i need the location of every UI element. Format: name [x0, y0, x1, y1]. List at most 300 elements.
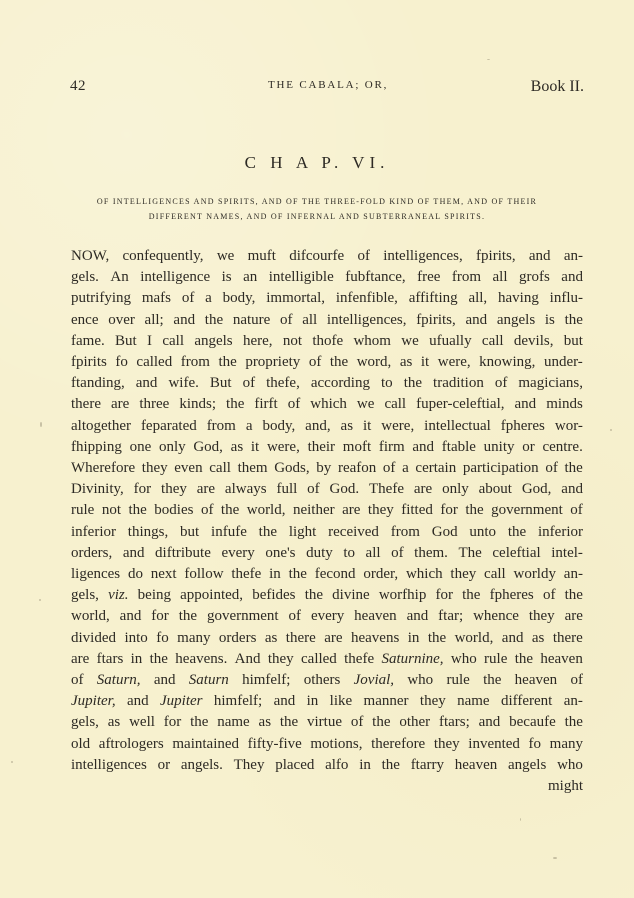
word: ftars;	[438, 714, 470, 731]
word: angels.	[180, 756, 223, 773]
word-italic: Saturn	[188, 672, 229, 689]
word: the	[288, 566, 307, 583]
word: unity	[483, 438, 515, 455]
word: heavens	[350, 629, 400, 646]
body-line	[71, 712, 583, 733]
scan-mark	[40, 422, 42, 427]
word: and	[514, 396, 537, 413]
word: different	[500, 693, 553, 710]
chapter-subtitle-line-1: OF INTELLIGENCES AND SPIRITS, AND OF THE THREE-FOLD KIND OF THEM, AND OF THEIR	[96, 197, 538, 206]
word: one's	[265, 544, 296, 561]
word: gels.	[71, 269, 99, 286]
word: participation	[462, 460, 539, 477]
word: called	[136, 354, 173, 371]
word: ftars	[96, 650, 124, 667]
word: putrifying	[71, 290, 131, 307]
word: difcourfe	[289, 248, 345, 264]
word: they	[161, 481, 187, 498]
word: angels	[496, 311, 536, 328]
word: Gods,	[274, 460, 310, 477]
body-line	[71, 543, 583, 564]
word: body,	[262, 417, 296, 434]
page-header	[70, 78, 584, 98]
word: certain	[415, 460, 457, 477]
word: by	[316, 460, 332, 477]
body-line	[71, 734, 583, 755]
word: befides	[252, 587, 296, 604]
word: called	[301, 650, 337, 667]
word: heavens.	[175, 650, 228, 667]
word: about	[478, 481, 512, 498]
word: it	[250, 438, 260, 455]
word: from	[451, 269, 482, 286]
word: but	[180, 523, 200, 540]
word: of	[242, 375, 256, 392]
word: in	[359, 756, 371, 773]
word: and	[528, 248, 551, 264]
word: but	[563, 332, 583, 349]
word: fo	[156, 629, 169, 646]
word: who	[407, 672, 434, 689]
word: the	[514, 650, 534, 667]
word: fubftance,	[345, 269, 406, 286]
body-line	[71, 649, 583, 670]
word: to	[343, 544, 355, 561]
word: the	[204, 311, 224, 328]
word: received	[328, 523, 379, 540]
word: as	[531, 629, 545, 646]
word: of	[350, 714, 364, 731]
word: they	[367, 502, 394, 519]
word: the	[483, 672, 502, 689]
word: them.	[414, 544, 448, 561]
word: kinds;	[179, 396, 217, 413]
word: all,	[468, 290, 488, 307]
running-title: THE CABALA; OR,	[268, 79, 389, 91]
word: even	[174, 460, 203, 477]
word: of	[71, 672, 84, 689]
word: like	[329, 693, 353, 710]
word: next	[150, 566, 177, 583]
body-line	[71, 310, 583, 331]
word: fpirits	[71, 354, 107, 371]
word: himfelf;	[213, 693, 263, 710]
word: fitted	[401, 502, 433, 519]
word: thofe	[312, 332, 344, 349]
word: and	[465, 311, 488, 328]
word: there	[552, 629, 583, 646]
word: and	[153, 672, 176, 689]
word: and	[412, 438, 435, 455]
word: heaven	[454, 756, 498, 773]
word: an-	[563, 248, 583, 264]
body-line	[71, 628, 583, 649]
word: diftribute	[155, 544, 211, 561]
body-line	[71, 331, 583, 352]
scan-mark	[520, 818, 521, 821]
word: their	[307, 438, 336, 455]
word: are	[111, 396, 130, 413]
word: for	[133, 481, 152, 498]
word: God,	[193, 438, 223, 455]
word: being	[137, 587, 171, 604]
word: fo	[528, 735, 542, 752]
word: the	[226, 396, 245, 413]
word: firft	[254, 396, 278, 413]
word: from	[390, 523, 420, 540]
word: NOW,	[71, 248, 110, 264]
body-line	[71, 416, 583, 437]
word: and	[273, 693, 296, 710]
word: fhipping	[71, 438, 122, 455]
word: other	[399, 714, 431, 731]
word: fpheres	[489, 587, 534, 604]
word: fifty-five	[247, 735, 302, 752]
body-line	[71, 670, 583, 691]
word: only	[158, 438, 186, 455]
word: they	[419, 693, 446, 710]
word: And	[234, 650, 261, 667]
body-line	[71, 691, 583, 712]
word: are	[564, 608, 583, 625]
word: of	[307, 481, 320, 498]
catchword-line	[71, 776, 583, 797]
word: the	[258, 523, 277, 540]
word: others	[303, 672, 341, 689]
word: intel-	[551, 544, 583, 561]
word: of	[382, 460, 396, 477]
word: for	[163, 714, 182, 731]
word: An	[110, 269, 129, 286]
body-line	[71, 373, 583, 394]
word: are	[196, 481, 216, 498]
word: we	[401, 332, 419, 349]
word: here,	[242, 332, 273, 349]
word: the	[381, 756, 400, 773]
word-italic: Jupiter,	[71, 693, 116, 710]
word: the	[462, 587, 481, 604]
word: intelligences	[71, 756, 147, 773]
body-line	[71, 585, 583, 606]
word: of	[288, 608, 302, 625]
word: fuper-celeftial,	[416, 396, 505, 413]
word: the	[128, 502, 147, 519]
word: fame.	[71, 332, 105, 349]
word: immortal,	[266, 290, 326, 307]
word: whom	[353, 332, 391, 349]
word: fo	[115, 354, 128, 371]
word: in	[269, 566, 281, 583]
word: Wherefore	[71, 460, 136, 477]
word: maintained	[172, 735, 240, 752]
word: all	[365, 544, 381, 561]
word: call	[162, 332, 185, 349]
scan-mark	[39, 599, 41, 601]
word: of	[545, 460, 558, 477]
word: the	[372, 714, 391, 731]
word: magicians,	[518, 375, 583, 392]
word: and	[561, 481, 583, 498]
word: as	[340, 417, 354, 434]
word: becaufe	[509, 714, 556, 731]
word: duty	[306, 544, 333, 561]
word: every	[221, 544, 255, 561]
word: ftanding,	[71, 375, 125, 392]
word: thefe,	[266, 375, 300, 392]
word: fecond	[314, 566, 356, 583]
word: only	[442, 481, 469, 498]
word: of	[391, 544, 404, 561]
word: reafon	[337, 460, 377, 477]
word: firm	[378, 438, 405, 455]
word: from	[206, 417, 236, 434]
word: a	[205, 290, 212, 307]
page-number: 42	[70, 78, 86, 94]
word: three	[139, 396, 170, 413]
word: many	[549, 735, 583, 752]
word: having	[498, 290, 539, 307]
word: which	[405, 566, 443, 583]
scan-mark	[487, 59, 490, 60]
word: well	[129, 714, 155, 731]
body-line	[71, 394, 583, 415]
word: gels,	[71, 714, 99, 731]
word: name	[217, 714, 250, 731]
word: the	[190, 714, 209, 731]
word: were,	[266, 438, 300, 455]
word: are	[413, 481, 433, 498]
word: not	[282, 332, 303, 349]
word: affifting	[408, 290, 458, 307]
word: of	[542, 587, 556, 604]
word: neither	[292, 502, 335, 519]
word: of	[570, 502, 583, 519]
word: ftar;	[438, 608, 464, 625]
word: heaven	[514, 672, 558, 689]
word: celeftial	[492, 544, 541, 561]
word: are	[342, 502, 361, 519]
word: tradition	[433, 375, 484, 392]
word: orders,	[71, 544, 113, 561]
word: infufe	[211, 523, 247, 540]
word: which	[310, 396, 347, 413]
word: centre.	[542, 438, 583, 455]
word-italic: Saturnine,	[381, 650, 444, 667]
word: is	[544, 311, 555, 328]
word: from	[180, 354, 210, 371]
word: for	[440, 502, 458, 519]
word: were,	[437, 354, 471, 371]
word: call	[484, 566, 506, 583]
word: it	[363, 417, 372, 434]
word: God	[431, 523, 458, 540]
word: or	[522, 438, 535, 455]
word: of	[287, 396, 301, 413]
word: are	[324, 629, 343, 646]
word: according	[310, 375, 370, 392]
word: were,	[381, 417, 415, 434]
word: and,	[305, 417, 331, 434]
word: who	[557, 756, 583, 773]
word: the	[427, 629, 447, 646]
word: full	[276, 481, 298, 498]
word: divided	[71, 629, 116, 646]
word: an-	[563, 566, 583, 583]
word: order,	[363, 566, 399, 583]
word: we	[356, 396, 375, 413]
word-italic: viz.	[108, 587, 129, 604]
word: placed	[275, 756, 315, 773]
word: intellectual	[424, 417, 491, 434]
word: mafs	[141, 290, 171, 307]
word: ligences	[71, 566, 121, 583]
word: Thefe	[369, 481, 404, 498]
body-line	[71, 352, 583, 373]
word: as	[264, 629, 278, 646]
word: world,	[454, 629, 494, 646]
chapter-subtitle-line-2: DIFFERENT NAMES, AND OF INFERNAL AND SUBTERRANEAL SPIRITS.	[148, 212, 486, 221]
catchword: might	[547, 778, 583, 795]
word: is	[221, 269, 232, 286]
word: heaven	[354, 608, 397, 625]
word: an	[243, 269, 258, 286]
word: aftrologers	[98, 735, 164, 752]
word: the	[329, 354, 349, 371]
word: and	[122, 544, 145, 561]
word: light	[288, 523, 317, 540]
word: angels	[507, 756, 547, 773]
word: as	[258, 714, 272, 731]
word: knowing,	[479, 354, 536, 371]
word: and	[561, 269, 583, 286]
word: unto	[469, 523, 497, 540]
word: inferior	[538, 523, 583, 540]
word: I	[147, 332, 153, 349]
word: infenfible,	[335, 290, 398, 307]
word: many	[177, 629, 211, 646]
word: not	[101, 502, 121, 519]
word: of	[494, 375, 508, 392]
word: for	[151, 608, 169, 625]
word: there	[285, 629, 316, 646]
scan-mark	[553, 857, 557, 859]
word: ftable	[441, 438, 476, 455]
body-line	[71, 458, 583, 479]
word: in	[407, 629, 420, 646]
word: intelligences,	[326, 311, 407, 328]
word: the	[564, 714, 583, 731]
word: ufually	[429, 332, 472, 349]
word: for	[435, 587, 453, 604]
word: all	[302, 311, 318, 328]
word: who	[450, 650, 477, 667]
body-line	[71, 437, 583, 458]
word: they	[141, 460, 168, 477]
word: follow	[184, 566, 224, 583]
word: all	[492, 269, 508, 286]
word: They	[233, 756, 265, 773]
word: call	[384, 396, 407, 413]
body-line	[71, 564, 583, 585]
word: intelligence	[140, 269, 211, 286]
word: there	[71, 396, 101, 413]
word: word,	[356, 354, 392, 371]
word: But	[209, 375, 232, 392]
word: angels	[194, 332, 233, 349]
word: old	[71, 735, 91, 752]
word: wife.	[168, 375, 199, 392]
word: body,	[222, 290, 256, 307]
word: muft	[247, 248, 276, 264]
word: are	[71, 650, 90, 667]
word: appointed,	[180, 587, 244, 604]
body-line	[71, 479, 583, 500]
word: the	[149, 650, 168, 667]
word: thefe	[344, 650, 375, 667]
word: they	[267, 650, 294, 667]
chapter-heading: C H A P. VI.	[244, 153, 390, 172]
word: of	[308, 354, 322, 371]
word: the	[564, 587, 583, 604]
chapter-body	[71, 246, 583, 797]
word: the	[304, 587, 324, 604]
word: the	[178, 608, 198, 625]
word: himfelf;	[242, 672, 291, 689]
word: in	[130, 650, 143, 667]
word: altogether	[71, 417, 131, 434]
word: minds	[546, 396, 583, 413]
word: intelligences,	[383, 248, 463, 264]
word: whence	[473, 608, 519, 625]
word: the	[507, 523, 527, 540]
word: grofs	[518, 269, 550, 286]
word: alfo	[325, 756, 349, 773]
word-italic: Jupiter	[160, 693, 203, 710]
word: it	[420, 354, 430, 371]
word: invented	[468, 735, 520, 752]
word: do	[127, 566, 143, 583]
word: name	[457, 693, 490, 710]
word: call	[481, 332, 504, 349]
word: a	[402, 460, 409, 477]
word: and	[478, 714, 501, 731]
word: over	[108, 311, 135, 328]
word: orders	[218, 629, 257, 646]
word: divine	[332, 587, 370, 604]
word: and	[126, 693, 149, 710]
word: rule	[446, 672, 470, 689]
word: of	[200, 502, 214, 519]
word: intelligible	[268, 269, 334, 286]
word: we	[216, 248, 235, 264]
word: rule	[71, 502, 95, 519]
word: virtue	[307, 714, 343, 731]
scan-mark	[610, 429, 612, 431]
word: free	[417, 269, 441, 286]
word: But	[115, 332, 137, 349]
word: inferior	[71, 523, 116, 540]
word: nature	[232, 311, 271, 328]
body-line	[71, 500, 583, 521]
word: of	[357, 248, 370, 264]
word: influ-	[549, 290, 583, 307]
word: always	[224, 481, 267, 498]
word: devils,	[513, 332, 554, 349]
word: of	[570, 672, 583, 689]
word: the	[220, 502, 240, 519]
word: and	[501, 629, 524, 646]
word: of	[181, 290, 195, 307]
